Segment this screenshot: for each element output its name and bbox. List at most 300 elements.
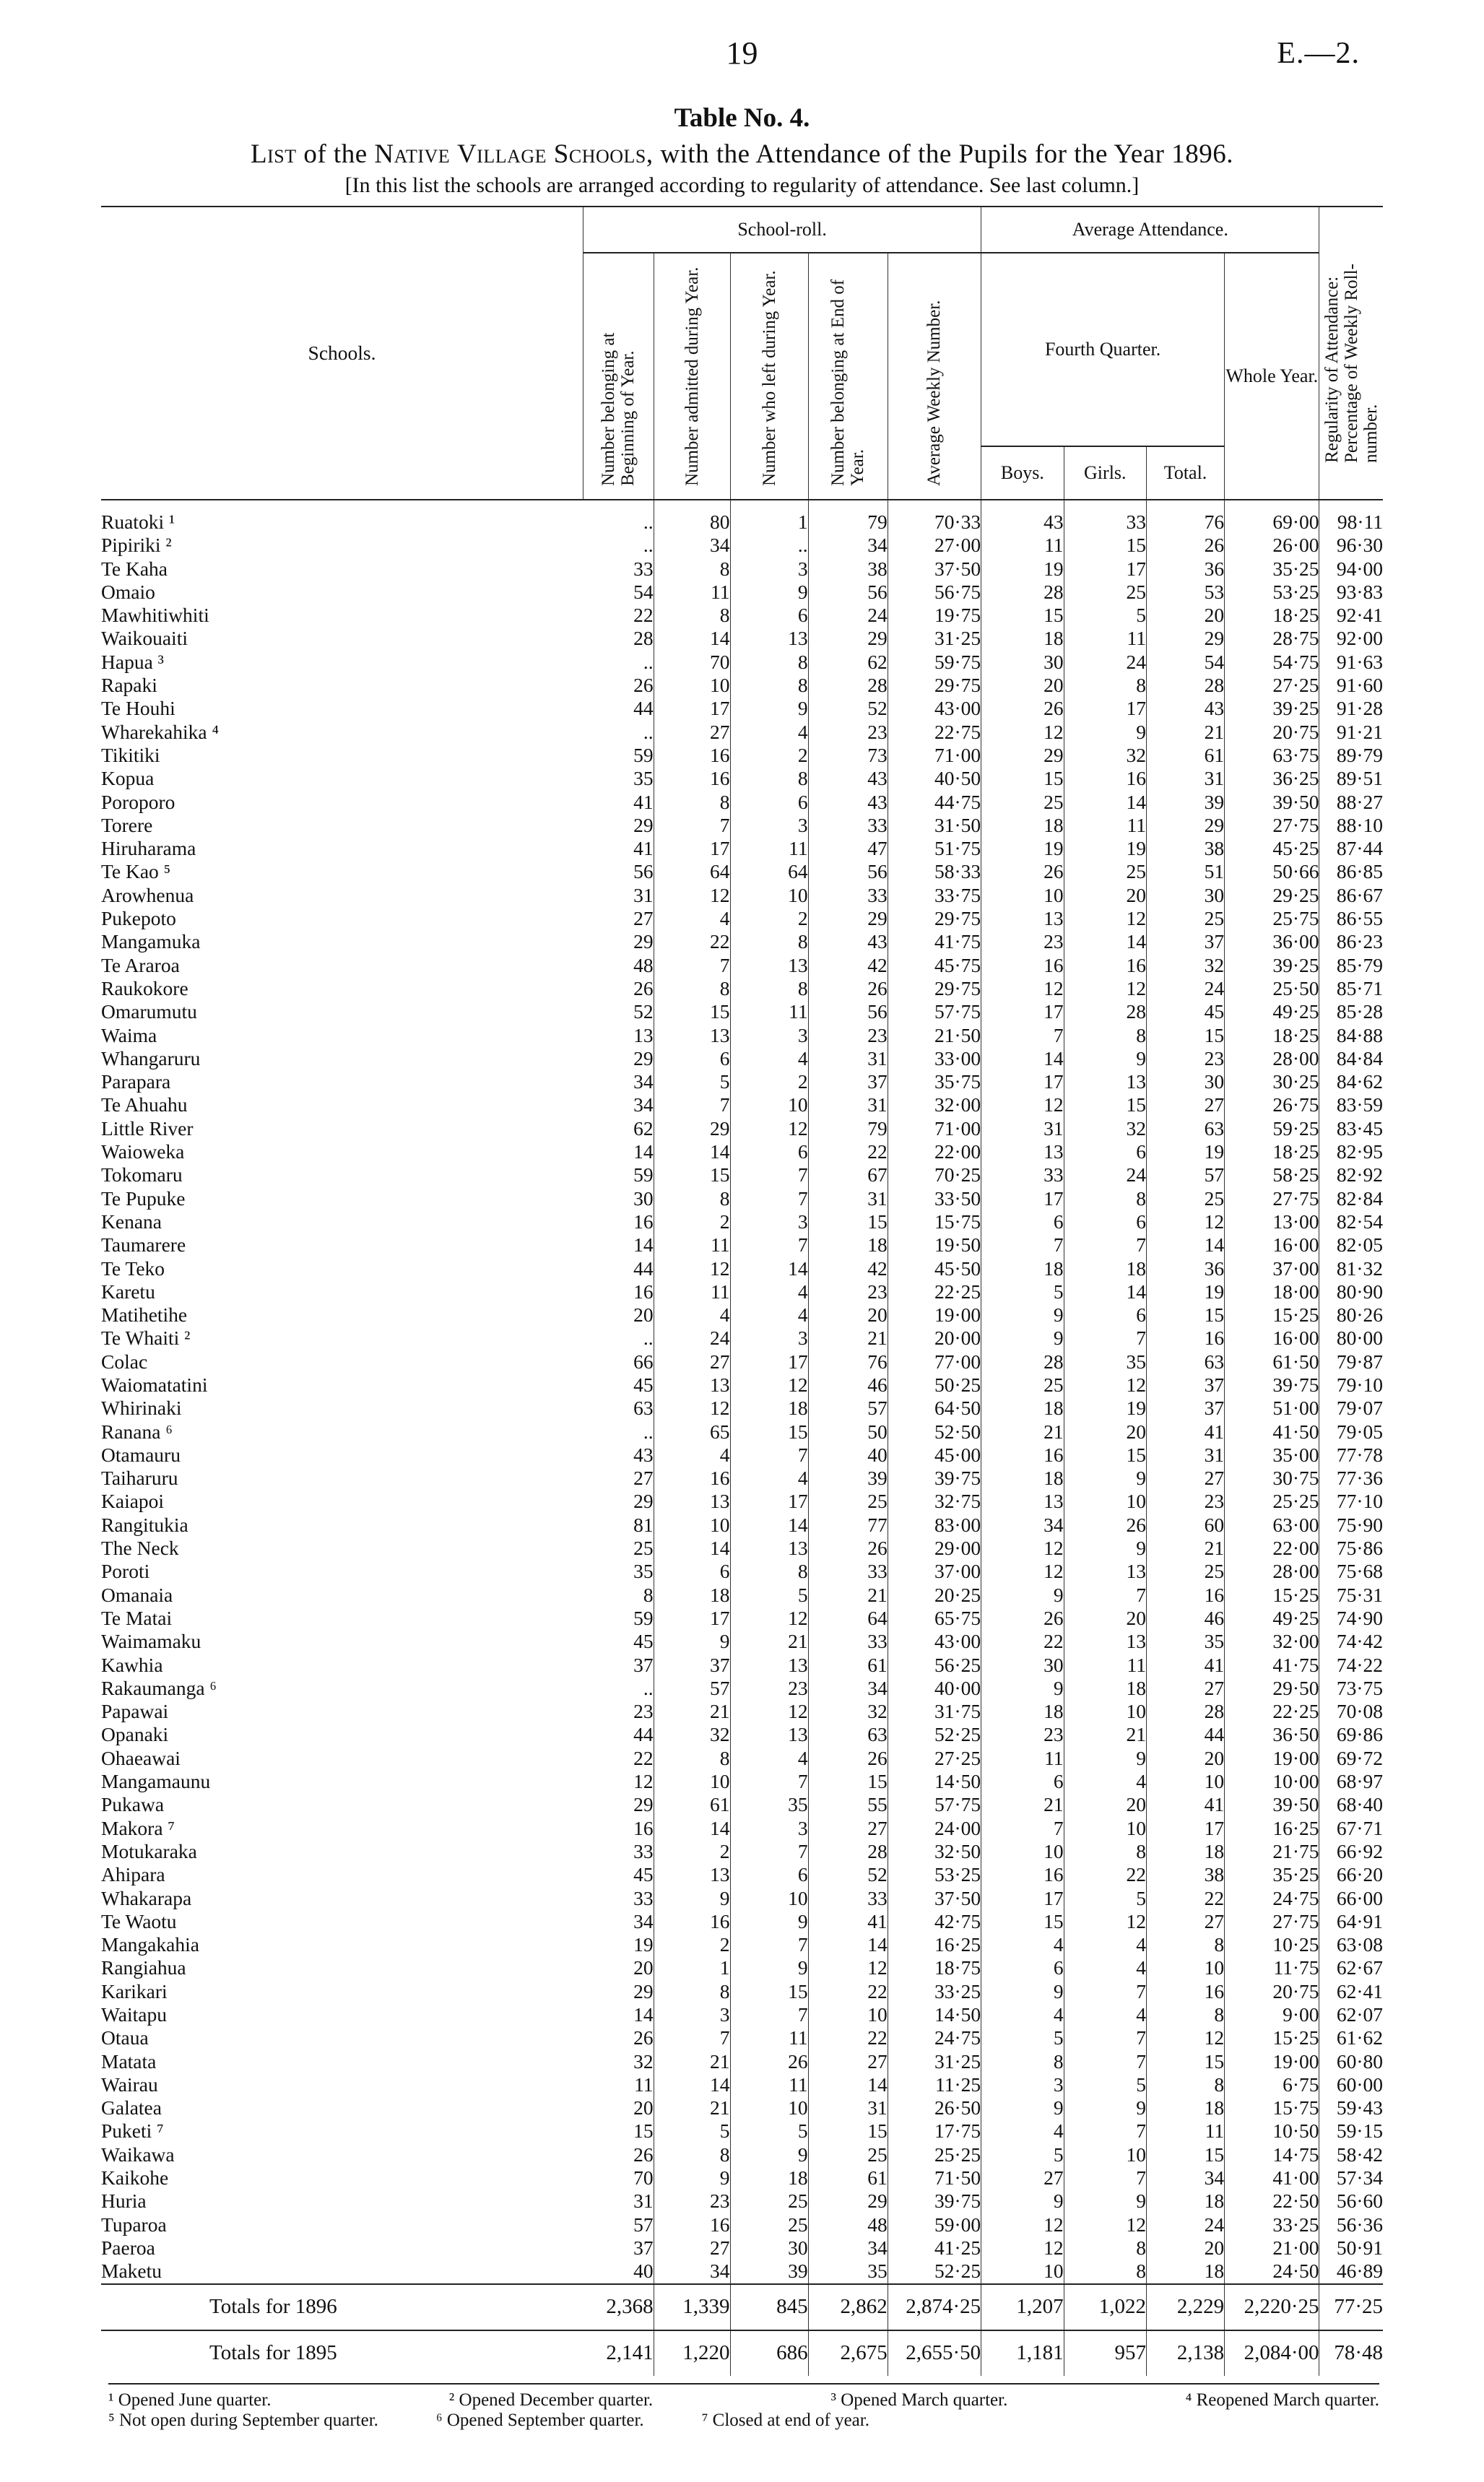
- school-name: [101, 697, 583, 720]
- school-row: [101, 1910, 1383, 1933]
- cell-value: 86·85: [1336, 860, 1383, 883]
- school-name: [101, 2119, 583, 2143]
- footnote-7: ⁷ Closed at end of year.: [701, 2411, 869, 2430]
- cell-value: 15: [1147, 2143, 1225, 2166]
- cell-value: 33·25: [1225, 2213, 1319, 2236]
- cell-value: 29·50: [1225, 1677, 1319, 1700]
- cell-value: 80·00: [1336, 1327, 1383, 1350]
- cell-value: 34: [1147, 2166, 1225, 2190]
- cell-value: 4: [730, 1280, 808, 1303]
- cell-value: 56·36: [1336, 2213, 1383, 2236]
- cell-value: 82·92: [1336, 1163, 1383, 1186]
- cell-value: 75·31: [1336, 1583, 1383, 1606]
- cell-value: 7: [981, 1024, 1064, 1047]
- cell-value: 5: [1064, 1887, 1146, 1910]
- cell-value: 59: [583, 1163, 654, 1186]
- cell-value: 32·00: [1225, 1630, 1319, 1653]
- cell-value: 5: [730, 2119, 808, 2143]
- cell-value: 13: [981, 1140, 1064, 1163]
- cell-value: 18: [730, 1397, 808, 1420]
- school-row: [101, 627, 1383, 650]
- cell-value: 4: [654, 1303, 730, 1327]
- cell-value: 85·71: [1336, 976, 1383, 999]
- cell-value: 75·68: [1336, 1560, 1383, 1583]
- cell-value: ..: [583, 1420, 654, 1444]
- cell-value: 56·60: [1336, 2190, 1383, 2213]
- cell-value: 15: [808, 2119, 888, 2143]
- cell-value: 91·21: [1336, 720, 1383, 743]
- cell-value: 20: [583, 1303, 654, 1327]
- cell-value: 68·40: [1336, 1793, 1383, 1816]
- cell-value: 10: [981, 1840, 1064, 1863]
- cell-value: 56: [808, 860, 888, 883]
- cell-value: 9: [981, 1584, 1064, 1607]
- school-name: [101, 1420, 583, 1444]
- cell-value: 11: [730, 837, 808, 860]
- cell-value: 4: [730, 1047, 808, 1070]
- cell-value: 20: [1064, 884, 1146, 907]
- cell-value: 15: [808, 1770, 888, 1793]
- school-name-text: Karikari: [101, 1979, 168, 2002]
- cell-value: 81: [583, 1514, 654, 1537]
- school-row: [101, 814, 1383, 837]
- cell-value: 845: [730, 2284, 808, 2330]
- cell-value: 17: [1147, 1817, 1225, 1840]
- school-name-text: Wairau: [101, 2073, 158, 2096]
- cell-value: 11·25: [888, 2073, 981, 2096]
- cell-value: 18: [981, 627, 1064, 650]
- cell-value: 23: [583, 1700, 654, 1723]
- cell-value: 18·75: [888, 1956, 981, 1979]
- cell-value: 63: [583, 1397, 654, 1420]
- cell-value: 41: [1147, 1793, 1225, 1816]
- school-row: [101, 930, 1383, 953]
- cell-value: 91·28: [1336, 697, 1383, 720]
- cell-value: 16·25: [888, 1933, 981, 1956]
- cell-value: 30: [1147, 1070, 1225, 1093]
- cell-value: 65: [654, 1420, 730, 1444]
- cell-value: 5: [1064, 2073, 1146, 2096]
- cell-value: 36: [1147, 1257, 1225, 1280]
- cell-value: 15: [654, 1000, 730, 1023]
- cell-value: 37·00: [1225, 1257, 1319, 1280]
- school-name: [101, 1000, 583, 1023]
- cell-value: 31: [1147, 1444, 1225, 1467]
- cell-value: 25: [808, 2143, 888, 2166]
- school-name: [101, 814, 583, 837]
- cell-value: 74·22: [1336, 1653, 1383, 1676]
- cell-value: 22: [1147, 1887, 1225, 1910]
- cell-value: 1: [730, 500, 808, 534]
- cell-value: 28: [808, 1840, 888, 1863]
- cell-value: 2: [730, 907, 808, 930]
- cell-value: 23: [730, 1677, 808, 1700]
- cell-value: 14: [583, 2003, 654, 2026]
- cell-value: 36: [1147, 557, 1225, 581]
- cell-value: 26: [583, 674, 654, 697]
- cell-value: 7: [1064, 1980, 1146, 2003]
- cell-value: 8: [1147, 1933, 1225, 1956]
- cell-value: 15: [1064, 534, 1146, 557]
- cell-value: 28: [1147, 674, 1225, 697]
- cell-value: 10·50: [1225, 2119, 1319, 2143]
- school-row: [101, 1514, 1383, 1537]
- cell-value: 19: [981, 837, 1064, 860]
- cell-value: 14: [1147, 1233, 1225, 1257]
- school-name: [101, 1677, 583, 1700]
- school-row: [101, 744, 1383, 767]
- school-row: [101, 1607, 1383, 1630]
- cell-value: 8: [730, 767, 808, 790]
- cell-value: 9: [981, 1980, 1064, 2003]
- school-row: [101, 1280, 1383, 1303]
- school-name-text: Mawhitiwhiti: [101, 604, 209, 627]
- cell-value: 33: [808, 884, 888, 907]
- cell-value: 34: [583, 1070, 654, 1093]
- cell-value: 55: [808, 1793, 888, 1816]
- school-name-text: Waitapu: [101, 2003, 167, 2026]
- cell-value: 24: [654, 1327, 730, 1350]
- cell-value: 10: [1064, 2143, 1146, 2166]
- school-name-text: Waioweka: [101, 1140, 185, 1163]
- cell-value: 66·20: [1336, 1863, 1383, 1886]
- cell-value: 12: [1064, 2213, 1146, 2236]
- school-name-text: Otaua: [101, 2026, 149, 2049]
- cell-value: 64: [654, 860, 730, 883]
- cell-value: 32·00: [888, 1093, 981, 1116]
- school-row: [101, 1047, 1383, 1070]
- cell-value: 14: [981, 1047, 1064, 1070]
- cell-value: 31·25: [888, 2050, 981, 2073]
- cell-value: 13: [730, 954, 808, 977]
- cell-value: 29: [981, 744, 1064, 767]
- school-name-text: Wharekahika ⁴: [101, 720, 220, 743]
- school-row: [101, 860, 1383, 883]
- subtitle-word: List: [250, 139, 297, 169]
- cell-value: 2: [654, 1210, 730, 1233]
- school-name-text: Te Pupuke: [101, 1186, 186, 1210]
- cell-value: 50·25: [888, 1374, 981, 1397]
- cell-value: 7: [730, 1933, 808, 1956]
- cell-value: 21: [1147, 1537, 1225, 1560]
- cell-value: 39·25: [1225, 954, 1319, 977]
- cell-value: 34: [583, 1093, 654, 1116]
- cell-value: 7: [730, 1163, 808, 1186]
- cell-value: 4: [1064, 1956, 1146, 1979]
- girls-header: Girls.: [1064, 446, 1146, 500]
- cell-value: 20: [1147, 1747, 1225, 1770]
- cell-value: 27: [1147, 1677, 1225, 1700]
- cell-value: 17: [1064, 557, 1146, 581]
- cell-value: 14·50: [888, 2003, 981, 2026]
- cell-value: 3: [730, 557, 808, 581]
- cell-value: 22: [583, 604, 654, 627]
- cell-value: ..: [730, 534, 808, 557]
- school-name: [101, 1257, 583, 1280]
- cell-value: 24: [1147, 977, 1225, 1000]
- cell-value: 73·75: [1336, 1676, 1383, 1699]
- cell-value: 17·75: [888, 2119, 981, 2143]
- cell-value: 12: [730, 1117, 808, 1140]
- cell-value: 20: [583, 1956, 654, 1979]
- cell-value: 20·75: [1225, 1980, 1319, 2003]
- cell-value: 52·50: [888, 1420, 981, 1444]
- school-name-text: Taiharuru: [101, 1467, 178, 1490]
- cell-value: 13: [654, 1490, 730, 1513]
- cell-value: 11: [730, 2073, 808, 2096]
- cell-value: 25: [730, 2213, 808, 2236]
- cell-value: 62: [808, 651, 888, 674]
- cell-value: 32: [1064, 744, 1146, 767]
- school-name-text: Te Kaha: [101, 557, 168, 580]
- cell-value: 62·67: [1336, 1956, 1383, 1979]
- cell-value: 27: [1147, 1467, 1225, 1490]
- cell-value: 8: [730, 977, 808, 1000]
- cell-value: 4: [1064, 2003, 1146, 2026]
- cell-value: 41·75: [888, 930, 981, 953]
- cell-value: 31: [583, 884, 654, 907]
- cell-value: 2,138: [1147, 2330, 1225, 2376]
- cell-value: 79·10: [1336, 1373, 1383, 1396]
- cell-value: 11: [654, 581, 730, 604]
- school-name: [101, 2143, 583, 2166]
- cell-value: 22: [808, 1980, 888, 2003]
- cell-value: 15: [730, 1980, 808, 2003]
- subtitle-word: Native: [374, 139, 451, 169]
- school-name-text: Te Whaiti ²: [101, 1327, 191, 1350]
- cell-value: 15: [1147, 2050, 1225, 2073]
- cell-value: 89·51: [1336, 767, 1383, 790]
- cell-value: 32: [654, 1723, 730, 1746]
- cell-value: 43: [981, 500, 1064, 534]
- cell-value: 18: [654, 1584, 730, 1607]
- cell-value: 59·15: [1336, 2119, 1383, 2143]
- school-row: [101, 534, 1383, 557]
- school-row: [101, 1444, 1383, 1467]
- cell-value: 23: [654, 2190, 730, 2213]
- cell-value: 84·62: [1336, 1070, 1383, 1093]
- cell-value: 16: [654, 767, 730, 790]
- school-name: [101, 2166, 583, 2190]
- cell-value: 9: [654, 1630, 730, 1653]
- cell-value: 44: [583, 1257, 654, 1280]
- cell-value: 30: [981, 1654, 1064, 1677]
- school-name: [101, 2096, 583, 2119]
- cell-value: 43: [808, 767, 888, 790]
- cell-value: 79·05: [1336, 1420, 1383, 1443]
- school-name-text: Pukepoto: [101, 907, 176, 930]
- cell-value: 78·48: [1319, 2330, 1383, 2376]
- cell-value: 686: [730, 2330, 808, 2376]
- cell-value: 43: [808, 930, 888, 953]
- cell-value: 12: [1064, 1374, 1146, 1397]
- cell-value: 8: [583, 1584, 654, 1607]
- cell-value: 52: [583, 1000, 654, 1023]
- cell-value: 29: [1147, 814, 1225, 837]
- school-name-text: Motukaraka: [101, 1839, 197, 1862]
- cell-value: 41: [1147, 1420, 1225, 1444]
- cell-value: 26: [583, 2026, 654, 2049]
- school-name-text: Poroporo: [101, 790, 175, 813]
- cell-value: 57·75: [888, 1000, 981, 1023]
- cell-value: 44: [583, 1723, 654, 1746]
- cell-value: 73: [808, 744, 888, 767]
- cell-value: 32: [1064, 1117, 1146, 1140]
- cell-value: 80·26: [1336, 1303, 1383, 1327]
- school-name: [101, 1654, 583, 1677]
- cell-value: 22: [808, 1140, 888, 1163]
- cell-value: 24·00: [888, 1817, 981, 1840]
- cell-value: 37: [654, 1654, 730, 1677]
- school-name: [101, 744, 583, 767]
- cell-value: 43: [583, 1444, 654, 1467]
- school-row: [101, 1117, 1383, 1140]
- cell-value: 12: [730, 1700, 808, 1723]
- school-name: [101, 767, 583, 790]
- school-name: [101, 860, 583, 883]
- cell-value: 33·50: [888, 1187, 981, 1210]
- school-name: [101, 1840, 583, 1863]
- cell-value: 14: [654, 1140, 730, 1163]
- cell-value: 12: [808, 1956, 888, 1979]
- school-name: [101, 1210, 583, 1233]
- totals-rows: [101, 2284, 1383, 2376]
- school-name-text: Te Matai: [101, 1606, 173, 1629]
- school-name: [101, 1933, 583, 1956]
- cell-value: 16: [654, 744, 730, 767]
- school-row: [101, 884, 1383, 907]
- school-name: [101, 930, 583, 953]
- cell-value: 59: [583, 1607, 654, 1630]
- cell-value: 34: [808, 1677, 888, 1700]
- cell-value: 31·50: [888, 814, 981, 837]
- cell-value: 18: [981, 1467, 1064, 1490]
- cell-value: 16: [1147, 1584, 1225, 1607]
- cell-value: 19·50: [888, 1233, 981, 1257]
- school-name: [101, 1887, 583, 1910]
- school-roll-header: School-roll.: [583, 207, 981, 253]
- cell-value: 27: [1147, 1910, 1225, 1933]
- cell-value: 77·78: [1336, 1443, 1383, 1466]
- school-row: [101, 2143, 1383, 2166]
- cell-value: 18: [981, 814, 1064, 837]
- school-name-text: Te Ahuahu: [101, 1093, 188, 1116]
- cell-value: 14: [654, 2073, 730, 2096]
- school-name: [101, 1700, 583, 1723]
- footnote-1: ¹ Opened June quarter.: [108, 2390, 272, 2410]
- cell-value: 41·00: [1225, 2166, 1319, 2190]
- cell-value: 21: [981, 1793, 1064, 1816]
- cell-value: 38: [808, 557, 888, 581]
- cell-value: 7: [730, 1840, 808, 1863]
- cell-value: 5: [981, 1280, 1064, 1303]
- cell-value: 14: [654, 627, 730, 650]
- cell-value: 31: [808, 2096, 888, 2119]
- cell-value: 33·75: [888, 884, 981, 907]
- school-row: [101, 1747, 1383, 1770]
- regularity-header: Regularity of Attendance: Percentage of Weekly Roll-number.: [1319, 207, 1383, 500]
- cell-value: 23: [808, 1280, 888, 1303]
- cell-value: 25·25: [1225, 1490, 1319, 1513]
- cell-value: 11: [1147, 2119, 1225, 2143]
- school-name-text: Galatea: [101, 2096, 162, 2119]
- school-name-text: Omarumutu: [101, 1000, 197, 1023]
- cell-value: 22·75: [888, 721, 981, 744]
- cell-value: 9: [981, 2096, 1064, 2119]
- cell-value: 8: [1147, 2073, 1225, 2096]
- school-name: [101, 1024, 583, 1047]
- school-name: [101, 977, 583, 1000]
- school-name-text: Opanaki: [101, 1723, 169, 1746]
- cell-value: 28·75: [1225, 627, 1319, 650]
- school-name-text: Arowhenua: [101, 883, 194, 906]
- cell-value: 35·25: [1225, 1863, 1319, 1886]
- school-row: [101, 1630, 1383, 1653]
- cell-value: 50: [808, 1420, 888, 1444]
- cell-value: 38: [1147, 1863, 1225, 1886]
- cell-value: 4: [981, 1933, 1064, 1956]
- cell-value: 26: [808, 977, 888, 1000]
- cell-value: 30·75: [1225, 1467, 1319, 1490]
- cell-value: 12: [981, 2213, 1064, 2236]
- cell-value: 21·50: [888, 1024, 981, 1047]
- cell-value: 85·28: [1336, 1000, 1383, 1023]
- school-name: [101, 907, 583, 930]
- cell-value: 26: [981, 1607, 1064, 1630]
- cell-value: 9: [1064, 1047, 1146, 1070]
- cell-value: 43·00: [888, 1630, 981, 1653]
- cell-value: 28: [981, 581, 1064, 604]
- school-name-text: Paeroa: [101, 2236, 155, 2259]
- cell-value: 22·00: [888, 1140, 981, 1163]
- cell-value: 59·25: [1225, 1117, 1319, 1140]
- school-name: [101, 2073, 583, 2096]
- cell-value: 13: [730, 1537, 808, 1560]
- cell-value: 13: [583, 1024, 654, 1047]
- cell-value: 7: [1064, 1584, 1146, 1607]
- cell-value: 13: [1064, 1560, 1146, 1583]
- cell-value: 8: [654, 1980, 730, 2003]
- school-name-text: Ruatoki ¹: [101, 511, 175, 533]
- cell-value: 5: [654, 1070, 730, 1093]
- cell-value: 9: [730, 581, 808, 604]
- school-name-text: Ohaeawai: [101, 1746, 181, 1769]
- cell-value: 52·25: [888, 2260, 981, 2283]
- cell-value: 23: [981, 1723, 1064, 1746]
- cell-value: 53·25: [888, 1863, 981, 1886]
- cell-value: 6: [981, 1770, 1064, 1793]
- cell-value: 22: [808, 2026, 888, 2049]
- cell-value: 83·00: [888, 1514, 981, 1537]
- cell-value: 27: [654, 721, 730, 744]
- cell-value: 6: [730, 1140, 808, 1163]
- cell-value: 70·25: [888, 1163, 981, 1186]
- cell-value: 26: [583, 977, 654, 1000]
- school-name: [101, 791, 583, 814]
- cell-value: 37: [1147, 930, 1225, 953]
- cell-value: 7: [981, 1233, 1064, 1257]
- cell-value: 85·79: [1336, 953, 1383, 976]
- cell-value: 53: [1147, 581, 1225, 604]
- cell-value: 16·00: [1225, 1233, 1319, 1257]
- cell-value: 8: [1147, 2003, 1225, 2026]
- cell-value: 9: [654, 2166, 730, 2190]
- footnote-3: ³ Opened March quarter.: [830, 2390, 1008, 2410]
- cell-value: 29·75: [888, 907, 981, 930]
- school-row: [101, 1233, 1383, 1257]
- cell-value: 19: [1064, 837, 1146, 860]
- cell-value: 17: [981, 1000, 1064, 1023]
